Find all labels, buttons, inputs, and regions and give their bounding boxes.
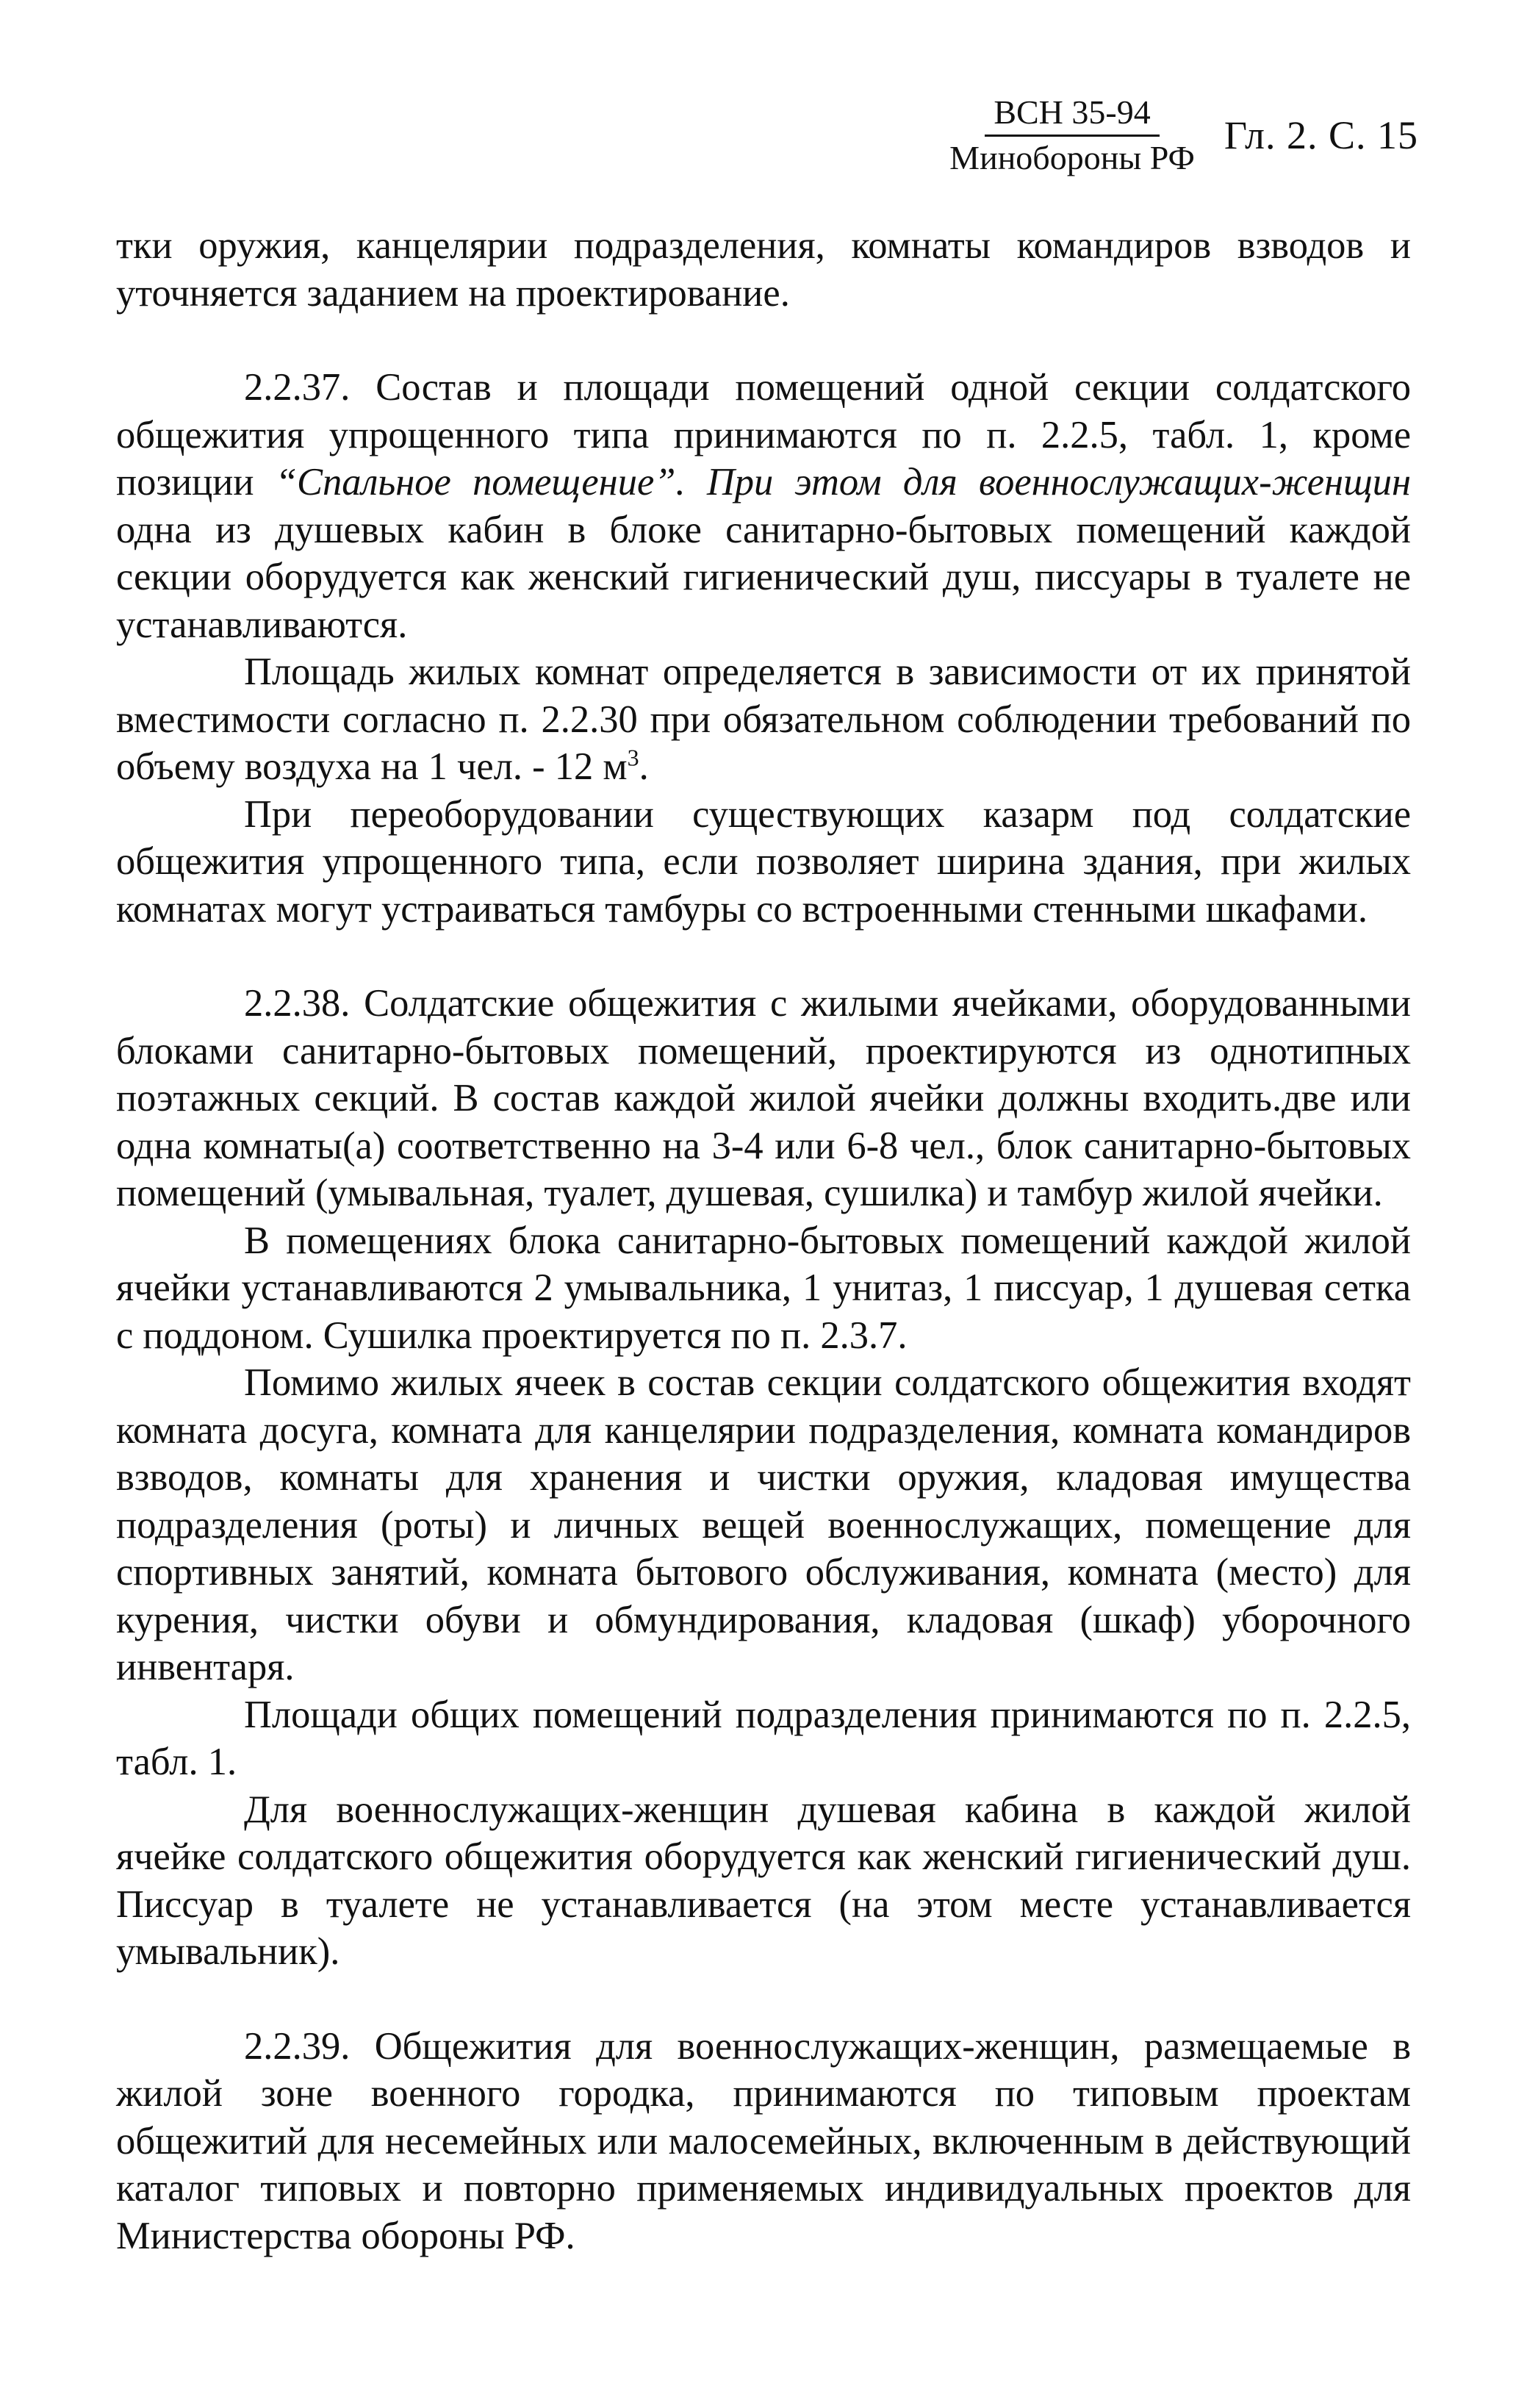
- document-code-issuer: Минобороны РФ: [949, 138, 1195, 176]
- paragraph-living-room-area: [116, 648, 1411, 791]
- paragraph-sanitary-block: В помещениях блока санитарно-бытовых помещений каждой жилой ячейки устанавливаются 2 умывальника, 1 унитаз, 1 писсуар, 1 душевая сетка с поддоном. Сушилка проектируется по п. 2.3.7.: [116, 1219, 1411, 1357]
- paragraph-2-2-37-text-start: 2.2.37. Состав и площади помещений одной секции солдатского общежития упрощенного типа принимаются по п. 2.2.5, табл. 1, кроме позиции: [116, 366, 1411, 504]
- document-code: [949, 94, 1195, 176]
- document-body: [116, 222, 1411, 2260]
- paragraph-common-rooms-area: Площади общих помещений подразделения принимаются по п. 2.2.5, табл. 1.: [116, 1693, 1411, 1783]
- paragraph-2-2-39: 2.2.39. Общежития для военнослужащих-женщин, размещаемые в жилой зоне военного городка, принимаются по типовым проектам общежитий для несемейных или малосемейных, включенным в действующий каталог типовых и повторно применяемых индивидуальных проектов для Министерства обороны РФ.: [116, 2024, 1411, 2257]
- paragraph-living-room-area-end: .: [639, 745, 649, 788]
- document-code-number: ВСН 35-94: [985, 94, 1159, 137]
- paragraph-re-equipment: При переоборудовании существующих казарм под солдатские общежития упрощенного типа, если позволяет ширина здания, при жилых комнатах могут устраиваться тамбуры со встроенными стенными шкафами.: [116, 792, 1411, 931]
- cubic-superscript: 3: [627, 744, 639, 771]
- paragraph-2-2-37-text-end: одна из душевых кабин в блоке санитарно-бытовых помещений каждой секции оборудуется как женский гигиенический душ, писсуары в туалете не устанавливаются.: [116, 508, 1411, 646]
- page-header: [949, 94, 1418, 176]
- paragraph-living-room-area-text: Площадь жилых комнат определяется в зависимости от их принятой вместимости согласно п. 2.2.30 при обязательном соблюдении требований по объему воздуха на 1 чел. - 12 м: [116, 651, 1411, 788]
- paragraph-2-2-37: [116, 364, 1411, 648]
- paragraph-2-2-38: 2.2.38. Солдатские общежития с жилыми ячейками, оборудованными блоками санитарно-бытовых помещений, проектируются из однотипных поэтажных секций. В состав каждой жилой ячейки должны входить.две или одна комнаты(а) соответственно на 3-4 или 6-8 чел., блок санитарно-бытовых помещений (умывальная, туалет, душевая, сушилка) и тамбур жилой ячейки.: [116, 982, 1411, 1214]
- page-reference: Гл. 2. С. 15: [1224, 113, 1418, 158]
- paragraph-section-rooms: Помимо жилых ячеек в состав секции солдатского общежития входят комната досуга, комната для канцелярии подразделения, комната командиров взводов, комнаты для хранения и чистки оружия, кладовая имущества подразделения (роты) и личных вещей военнослужащих, помещение для спортивных занятий, комната бытового обслуживания, комната (место) для курения, чистки обуви и обмундирования, кладовая (шкаф) уборочного инвентаря.: [116, 1361, 1411, 1688]
- paragraph-continuation: тки оружия, канцелярии подразделения, комнаты командиров взводов и уточняется заданием на проектирование.: [116, 224, 1411, 315]
- paragraph-female-shower: Для военнослужащих-женщин душевая кабина в каждой жилой ячейке солдатского общежития оборудуется как женский гигиенический душ. Писсуар в туалете не устанавливается (на этом месте устанавливается умывальник).: [116, 1788, 1411, 1973]
- paragraph-2-2-37-italic-text: “Спальное помещение”. При этом для военнослужащих-женщин: [275, 461, 1412, 504]
